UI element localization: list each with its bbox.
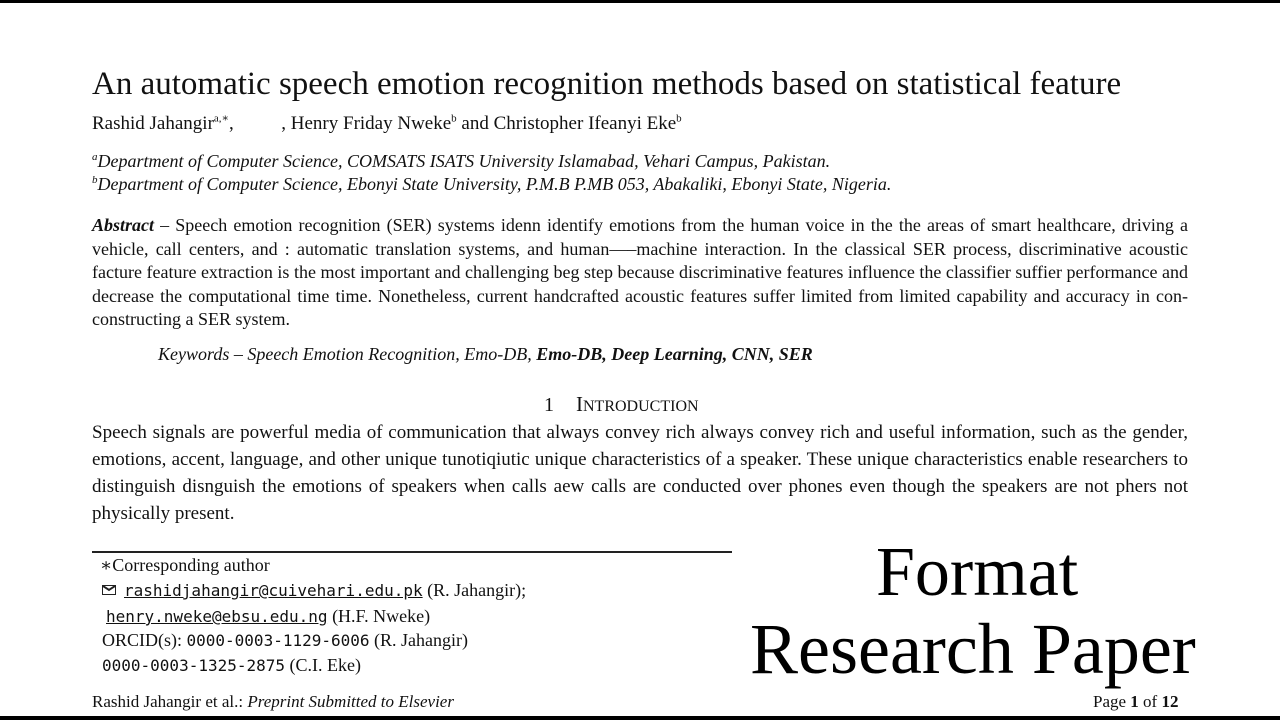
author-3-name: Christopher Ifeanyi Eke bbox=[493, 113, 677, 134]
author-and: and bbox=[456, 113, 494, 134]
running-footer bbox=[92, 692, 454, 712]
orcid-label: ORCID(s): bbox=[102, 630, 187, 650]
page-total: 12 bbox=[1161, 692, 1179, 711]
affiliation-a bbox=[92, 151, 830, 172]
email-2-owner: (H.F. Nweke) bbox=[327, 606, 431, 626]
affiliation-b bbox=[92, 174, 891, 195]
author-1-sup: a,∗ bbox=[213, 112, 230, 125]
overlay-title-line-2: Research Paper bbox=[750, 609, 1196, 689]
orcid-2-owner: (C.I. Eke) bbox=[285, 655, 362, 675]
footnote-rule bbox=[92, 551, 732, 553]
introduction-paragraph: Speech signals are powerful media of communication that always convey rich always convey rich and useful information, such as the gender, emotions, accent, language, and other unique tunotiqiutic unique characteristics of a speaker. These unique characteristics enable researchers to distinguish disnguish the emotions of speakers when calls aew calls are conducted over phones even though the speakers are not phers not physically present. bbox=[92, 422, 1188, 524]
affiliation-b-text: Department of Computer Science, Ebonyi State University, P.M.B P.MB 053, Abakaliki, Ebonyi State, Nigeria. bbox=[97, 174, 892, 194]
page-current: 1 bbox=[1130, 692, 1139, 711]
abstract bbox=[92, 214, 1188, 332]
keywords-bold: Emo-DB, Deep Learning, CNN, SER bbox=[536, 344, 813, 364]
author-1-name: Rashid Jahangir bbox=[92, 113, 214, 134]
author-3-sup: b bbox=[676, 112, 682, 125]
keywords bbox=[158, 344, 813, 365]
orcid-1-owner: (R. Jahangir) bbox=[369, 630, 469, 650]
overlay-title-line-1: Format bbox=[876, 534, 1079, 611]
page-label: Page bbox=[1093, 692, 1131, 711]
author-line bbox=[92, 113, 682, 135]
orcid-line-2 bbox=[102, 655, 361, 676]
abstract-lead: Abstract bbox=[92, 215, 155, 235]
email-line-2 bbox=[106, 606, 430, 627]
abstract-body: – Speech emotion recognition (SER) systems idenn identify emotions from the human voice in the the areas of smart healthcare, driving a vehicle, call centers, and : automatic translation systems, and human—–machine interaction. In the classical SER process, discriminative acoustic facture feature extraction is the most important and challenging beg step because discriminative features influence the classifier suffier performance and decrease the computational time time. Nonetheless, current handcrafted acoustic features suffer limited from limited capability and accuracy in con-constructing a SER system. bbox=[92, 215, 1188, 329]
page-number bbox=[1093, 692, 1178, 712]
section-title-rest: NTRODUCTION bbox=[583, 398, 699, 415]
top-border bbox=[0, 0, 1280, 3]
corresponding-author-note: ∗Corresponding author bbox=[100, 555, 270, 575]
section-title-cap: I bbox=[576, 392, 583, 416]
author-gap bbox=[234, 113, 282, 134]
footer-authors: Rashid Jahangir et al.: bbox=[92, 692, 248, 711]
email-line-1 bbox=[102, 580, 526, 601]
author-2-sup: b bbox=[451, 112, 457, 125]
author-sep-1: , bbox=[229, 113, 234, 134]
section-number: 1 bbox=[544, 394, 554, 416]
email-1-owner: (R. Jahangir); bbox=[422, 580, 527, 600]
author-2-name: Henry Friday Nweke bbox=[290, 113, 452, 134]
envelope-icon bbox=[102, 585, 116, 595]
orcid-1[interactable]: 0000-0003-1129-6006 bbox=[186, 631, 370, 650]
email-link-1[interactable]: rashidjahangir@cuivehari.edu.pk bbox=[124, 581, 423, 600]
page-of: of bbox=[1138, 692, 1162, 711]
section-heading bbox=[544, 392, 699, 417]
affiliation-a-sup: a bbox=[92, 151, 98, 163]
email-link-2[interactable]: henry.nweke@ebsu.edu.ng bbox=[106, 607, 328, 626]
author-sep-2: , bbox=[281, 113, 291, 134]
orcid-2[interactable]: 0000-0003-1325-2875 bbox=[102, 656, 286, 675]
affiliation-b-sup: b bbox=[92, 174, 98, 186]
bottom-border bbox=[0, 716, 1280, 720]
orcid-line-1 bbox=[102, 630, 468, 651]
footer-venue: Preprint Submitted to Elsevier bbox=[247, 692, 454, 711]
affiliation-a-text: Department of Computer Science, COMSATS ISATS University Islamabad, Vehari Campus, Pakistan. bbox=[97, 151, 831, 171]
paper-title: An automatic speech emotion recognition methods based on statistical feature bbox=[92, 66, 1122, 102]
keywords-plain: Keywords – Speech Emotion Recognition, Emo-DB, bbox=[158, 344, 537, 364]
